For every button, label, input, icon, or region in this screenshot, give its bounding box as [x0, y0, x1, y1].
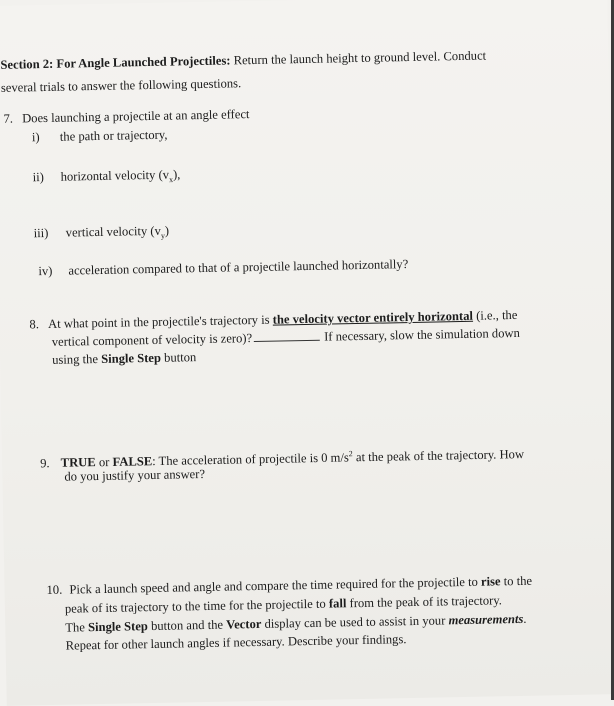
q8-number: 8. [29, 317, 40, 332]
q10-single-step: Single Step [87, 619, 148, 635]
q9-text-2: at the peak of the trajectory. How [352, 447, 525, 465]
q10-l4: Repeat for other launch angles if necessary. Describe your findings. [65, 632, 407, 653]
q8-line1-pre: At what point in the projectile's trajectory is [47, 312, 273, 331]
q10-l2-a: peak of its trajectory to the time for the projectile to [64, 596, 330, 616]
q10-l3-a: The [65, 620, 89, 635]
section-heading: Section 2: For Angle Launched Projectiles: [0, 53, 231, 72]
q8-line1-post: (i.e., the [472, 307, 518, 323]
q7-number: 7. [3, 111, 14, 126]
q9-line2: do you justify your answer? [64, 466, 206, 484]
q10-l1-a: Pick a launch speed and angle and compare the time required for the projectile to [69, 574, 482, 597]
q10-line-4 [65, 632, 406, 654]
q7-item-3-sub: y [160, 231, 165, 241]
q7-item-3-tail: ) [164, 223, 170, 238]
q7-item-4-num: iv) [38, 263, 53, 279]
q7-item-3-num: iii) [33, 225, 49, 241]
q7-item-2-text: horizontal velocity (v [60, 167, 170, 184]
q7-item-2-num: ii) [32, 170, 44, 185]
q10-fall: fall [328, 596, 347, 611]
section-intro-2: several trials to answer the following questions. [0, 76, 242, 95]
q7-item-4-text: acceleration compared to that of a projectile launched horizontally? [68, 257, 409, 278]
q7-item-3-text: vertical velocity (v [65, 223, 161, 240]
question-7 [3, 107, 249, 127]
q8-emphasis: the velocity vector entirely horizontal [272, 308, 474, 327]
q8-answer-blank[interactable] [254, 330, 320, 342]
section-intro-1: Return the launch height to ground level. Conduct [230, 48, 487, 68]
q7-item-3 [33, 223, 170, 241]
q10-l3-g: . [523, 611, 527, 626]
q9-sup: 2 [348, 449, 353, 459]
q7-item-2-sub: x [169, 175, 174, 185]
q8-line-3 [52, 350, 196, 368]
q7-text: Does launching a projectile at an angle effect [21, 107, 250, 126]
q9-or: or [95, 454, 113, 470]
q8-line3-post: button [160, 350, 197, 365]
q10-l3-e: display can be used to assist in your [261, 613, 449, 631]
q10-number: 10. [46, 582, 63, 598]
q10-line-3 [65, 612, 527, 636]
q9-text-1: : The acceleration of projectile is 0 m/s [152, 450, 349, 469]
q8-line2-pre: vertical component of velocity is zero)? [51, 331, 253, 349]
q8-single-step: Single Step [100, 350, 162, 366]
q8-line3-pre: using the [52, 351, 102, 367]
q9-number: 9. [39, 456, 50, 471]
section-intro-line-2 [1, 76, 242, 96]
q10-measurements: measurements [448, 611, 524, 628]
q7-item-2-tail: ), [172, 167, 181, 182]
q10-rise: rise [480, 574, 501, 589]
q9-line-2 [64, 467, 205, 485]
question-9 [40, 443, 524, 471]
q10-l2-c: from the peak of its trajectory. [346, 593, 503, 611]
q10-l1-c: to the [500, 573, 533, 589]
q9-true: TRUE [60, 455, 96, 470]
q7-item-1 [31, 127, 168, 145]
q10-vector: Vector [226, 616, 262, 632]
q7-item-1-text: the path or trajectory, [59, 127, 168, 144]
q9-false: FALSE [112, 454, 153, 469]
q7-item-1-num: i) [31, 130, 40, 145]
q7-item-4 [38, 257, 409, 279]
q10-l3-c: button and the [147, 617, 227, 634]
q7-item-2 [32, 167, 181, 185]
q8-line2-post: If necessary, slow the simulation down [323, 325, 520, 344]
section-heading-line [0, 49, 486, 73]
